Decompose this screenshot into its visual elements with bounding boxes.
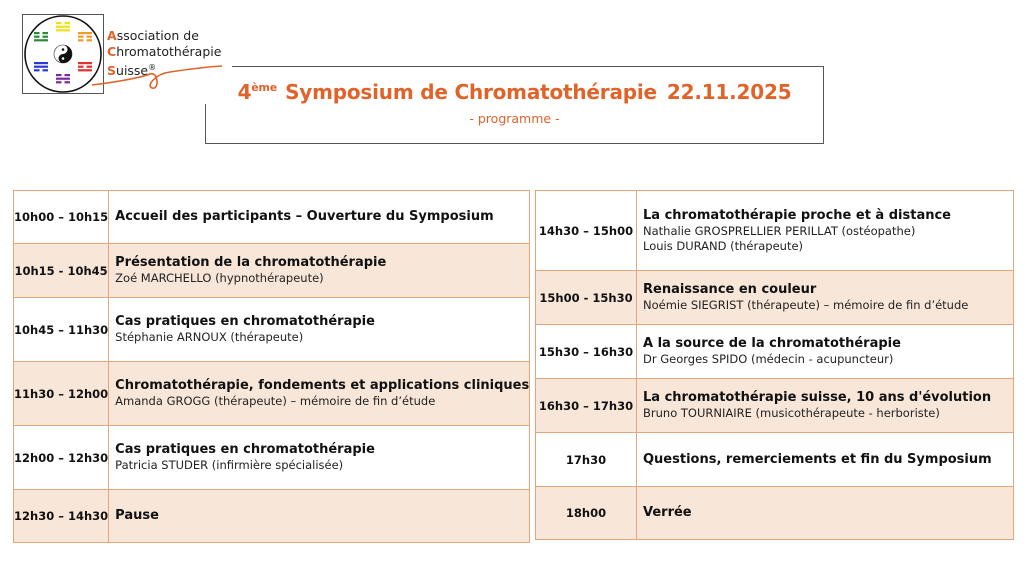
session-speaker: Patricia STUDER (infirmière spécialisée) (115, 458, 344, 472)
session-title: Présentation de la chromatothérapie (115, 255, 387, 270)
schedule-row (14, 490, 530, 543)
schedule-row (14, 244, 530, 298)
ordinal-suffix: ème (251, 81, 278, 94)
session-time: 12h00 – 12h30 (14, 426, 109, 490)
session-speaker: Noémie SIEGRIST (thérapeute) – mémoire de fin d’étude (643, 298, 969, 312)
session-details (637, 487, 1014, 540)
session-title: Cas pratiques en chromatothérapie (115, 442, 375, 457)
session-details (109, 426, 530, 490)
schedule-row (14, 426, 530, 490)
schedule-row (14, 298, 530, 362)
session-details (637, 433, 1014, 487)
page-subtitle: - programme - (469, 111, 560, 126)
session-details (109, 191, 530, 244)
session-title: Chromatothérapie, fondements et applications cliniques (115, 378, 530, 393)
session-time: 10h00 – 10h15 (14, 191, 109, 244)
session-time: 11h30 – 12h00 (14, 362, 109, 426)
session-speaker: Louis DURAND (thérapeute) (643, 238, 804, 253)
session-time: 12h30 – 14h30 (14, 490, 109, 543)
session-details (109, 490, 530, 543)
header-box-border (823, 66, 824, 144)
schedule-row (536, 487, 1014, 540)
schedule-row (536, 379, 1014, 433)
session-title: Questions, remerciements et fin du Symposium (643, 451, 992, 467)
schedule-row (536, 433, 1014, 487)
header-box-border (232, 66, 824, 67)
event-date: 22.11.2025 (666, 80, 792, 104)
schedule-row (14, 191, 530, 244)
session-time: 10h15 - 10h45 (14, 244, 109, 298)
schedule-table-morning (13, 190, 530, 543)
session-details (637, 271, 1014, 325)
association-name: Association de Chromatothérapie Suisse® (107, 28, 222, 79)
session-time: 15h00 - 15h30 (536, 271, 637, 325)
session-title: La chromatothérapie proche et à distance (643, 207, 951, 223)
session-time: 10h45 – 11h30 (14, 298, 109, 362)
session-time: 14h30 – 15h00 (536, 191, 637, 271)
session-time: 18h00 (536, 487, 637, 540)
session-title: Cas pratiques en chromatothérapie (115, 314, 375, 329)
session-title: A la source de la chromatothérapie (643, 336, 901, 351)
ordinal: 4 (237, 80, 252, 104)
session-details (109, 298, 530, 362)
session-time: 17h30 (536, 433, 637, 487)
session-details (109, 244, 530, 298)
session-title: Verrée (643, 505, 692, 520)
session-speaker: Stéphanie ARNOUX (thérapeute) (115, 330, 304, 344)
session-speaker: Amanda GROGG (thérapeute) – mémoire de fin d’étude (115, 394, 436, 408)
schedule-row (536, 191, 1014, 271)
session-time: 15h30 – 16h30 (536, 325, 637, 379)
session-details (637, 325, 1014, 379)
session-details (637, 191, 1014, 271)
schedule-row (536, 271, 1014, 325)
schedule-table-afternoon (535, 190, 1014, 540)
session-title: La chromatothérapie suisse, 10 ans d'évolution (643, 390, 992, 405)
session-title: Accueil des participants – Ouverture du Symposium (115, 209, 494, 224)
schedule-row (14, 362, 530, 426)
session-speaker: Nathalie GROSPRELLIER PERILLAT (ostéopathe) (643, 223, 916, 238)
session-title: Pause (115, 508, 159, 523)
session-time: 16h30 – 17h30 (536, 379, 637, 433)
session-speaker: Bruno TOURNIAIRE (musicothérapeute - herboriste) (643, 406, 940, 420)
session-title: Renaissance en couleur (643, 282, 817, 297)
session-details (637, 379, 1014, 433)
schedule-row (536, 325, 1014, 379)
session-speaker: Zoé MARCHELLO (hypnothérapeute) (115, 271, 324, 285)
title-text: Symposium de Chromatothérapie (285, 80, 657, 104)
session-details (109, 362, 530, 426)
page-title (205, 80, 824, 104)
session-speaker: Dr Georges SPIDO (médecin - acupuncteur) (643, 352, 894, 366)
header-box-border (205, 143, 824, 144)
